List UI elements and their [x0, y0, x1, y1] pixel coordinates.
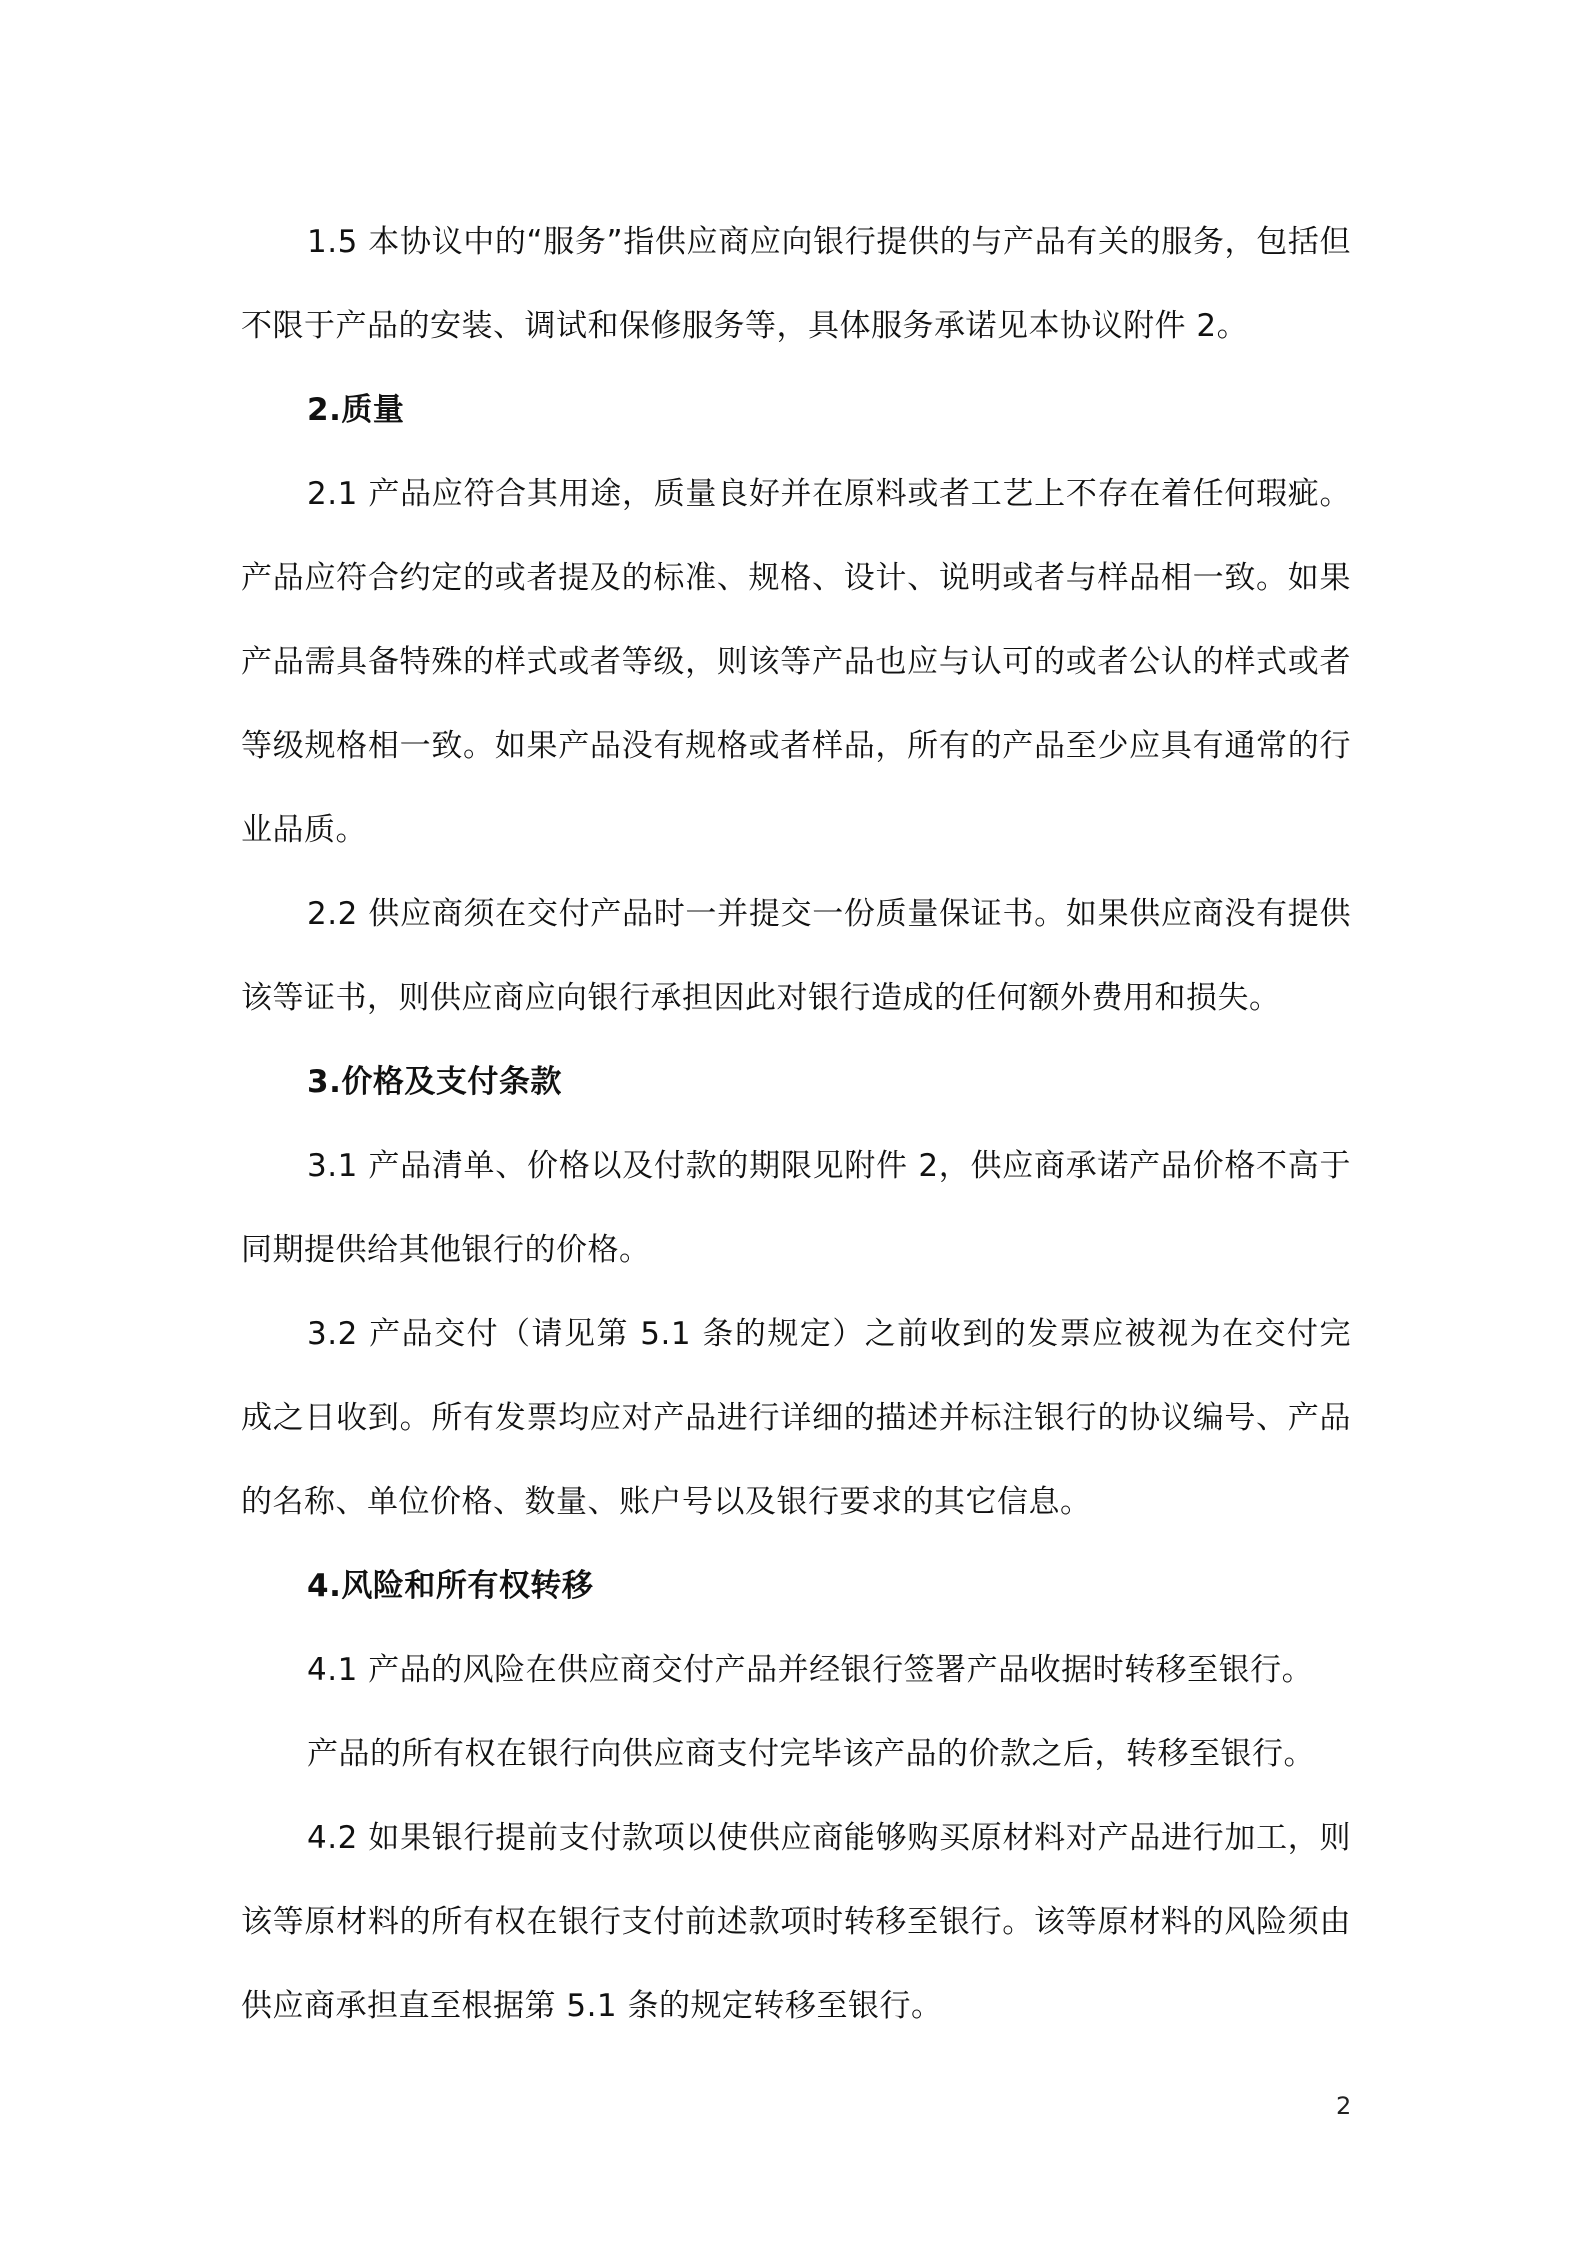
- clause-4-1-ownership: 产品的所有权在银行向供应商支付完毕该产品的价款之后，转移至银行。: [307, 1736, 1315, 1772]
- clause-2-2: 2.2 供应商须在交付产品时一并提交一份质量保证书。如果供应商没有提供该等证书，则供应商应向银行承担因此对银行造成的任何额外费用和损失。: [241, 896, 1351, 1016]
- section-heading-price-payment: 3.价格及支付条款: [307, 1064, 562, 1100]
- document-body: [241, 200, 1351, 2048]
- clause-2-1: 2.1 产品应符合其用途，质量良好并在原料或者工艺上不存在着任何瑕疵。产品应符合约定的或者提及的标准、规格、设计、说明或者与样品相一致。如果产品需具备特殊的样式或者等级，则该等产品也应与认可的或者公认的样式或者等级规格相一致。如果产品没有规格或者样品，所有的产品至少应具有通常的行业品质。: [241, 476, 1351, 848]
- clause-3-2: 3.2 产品交付（请见第 5.1 条的规定）之前收到的发票应被视为在交付完成之日收到。所有发票均应对产品进行详细的描述并标注银行的协议编号、产品的名称、单位价格、数量、账户号以及银行要求的其它信息。: [241, 1316, 1351, 1520]
- section-heading-quality: 2.质量: [307, 392, 405, 428]
- clause-4-1: 4.1 产品的风险在供应商交付产品并经银行签署产品收据时转移至银行。: [307, 1652, 1314, 1688]
- clause-4-2: 4.2 如果银行提前支付款项以使供应商能够购买原材料对产品进行加工，则该等原材料的所有权在银行支付前述款项时转移至银行。该等原材料的风险须由供应商承担直至根据第 5.1 条的规定转移至银行。: [241, 1820, 1351, 2024]
- section-heading-risk-ownership: 4.风险和所有权转移: [307, 1568, 594, 1604]
- clause-1-5: 1.5 本协议中的“服务”指供应商应向银行提供的与产品有关的服务，包括但不限于产品的安装、调试和保修服务等，具体服务承诺见本协议附件 2。: [241, 224, 1351, 344]
- clause-3-1: 3.1 产品清单、价格以及付款的期限见附件 2，供应商承诺产品价格不高于同期提供给其他银行的价格。: [241, 1148, 1351, 1268]
- page-number: 2: [1336, 2092, 1352, 2120]
